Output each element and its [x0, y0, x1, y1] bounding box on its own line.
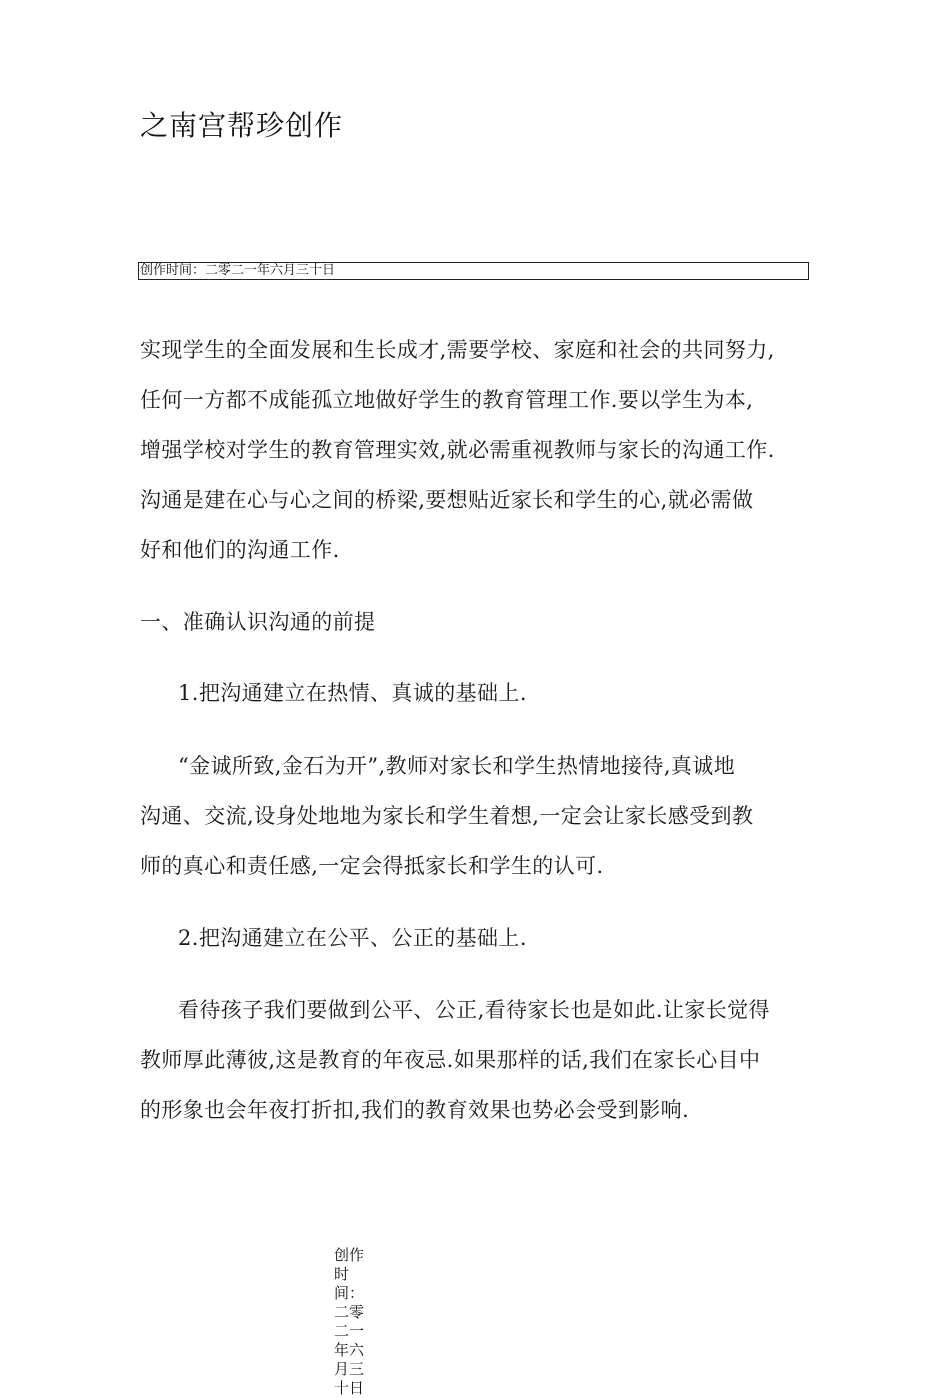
point-1-line-3: 师的真心和责任感,一定会得抵家长和学生的认可. — [140, 854, 604, 878]
point-2-heading: 2.把沟通建立在公平、公正的基础上. — [178, 926, 527, 950]
intro-line-2: 任何一方都不成能孤立地做好学生的教育管理工作.要以学生为本, — [140, 388, 754, 412]
author-line: 之南宫帮珍创作 — [140, 109, 344, 142]
point-1-line-2: 沟通、交流,设身处地地为家长和学生着想,一定会让家长感受到教 — [140, 804, 754, 828]
footer-creation-time: 创作时间：二零二一年六月三十日 — [334, 1246, 365, 1397]
intro-line-5: 好和他们的沟通工作. — [140, 538, 340, 562]
intro-line-3: 增强学校对学生的教育管理实效,就必需重视教师与家长的沟通工作. — [140, 438, 775, 462]
point-1-line-1: “金诚所致,金石为开”,教师对家长和学生热情地接待,真诚地 — [178, 754, 736, 778]
section-heading: 一、准确认识沟通的前提 — [140, 610, 376, 634]
point-2-line-3: 的形象也会年夜打折扣,我们的教育效果也势必会受到影响. — [140, 1098, 690, 1122]
point-1-heading: 1.把沟通建立在热情、真诚的基础上. — [178, 681, 527, 705]
point-2-line-2: 教师厚此薄彼,这是教育的年夜忌.如果那样的话,我们在家长心目中 — [140, 1048, 761, 1072]
creation-time-box: 创作时间：二零二一年六月三十日 — [138, 262, 809, 280]
intro-line-1: 实现学生的全面发展和生长成才,需要学校、家庭和社会的共同努力, — [140, 338, 775, 362]
point-2-line-1: 看待孩子我们要做到公平、公正,看待家长也是如此.让家长觉得 — [178, 998, 770, 1022]
intro-line-4: 沟通是建在心与心之间的桥梁,要想贴近家长和学生的心,就必需做 — [140, 488, 754, 512]
